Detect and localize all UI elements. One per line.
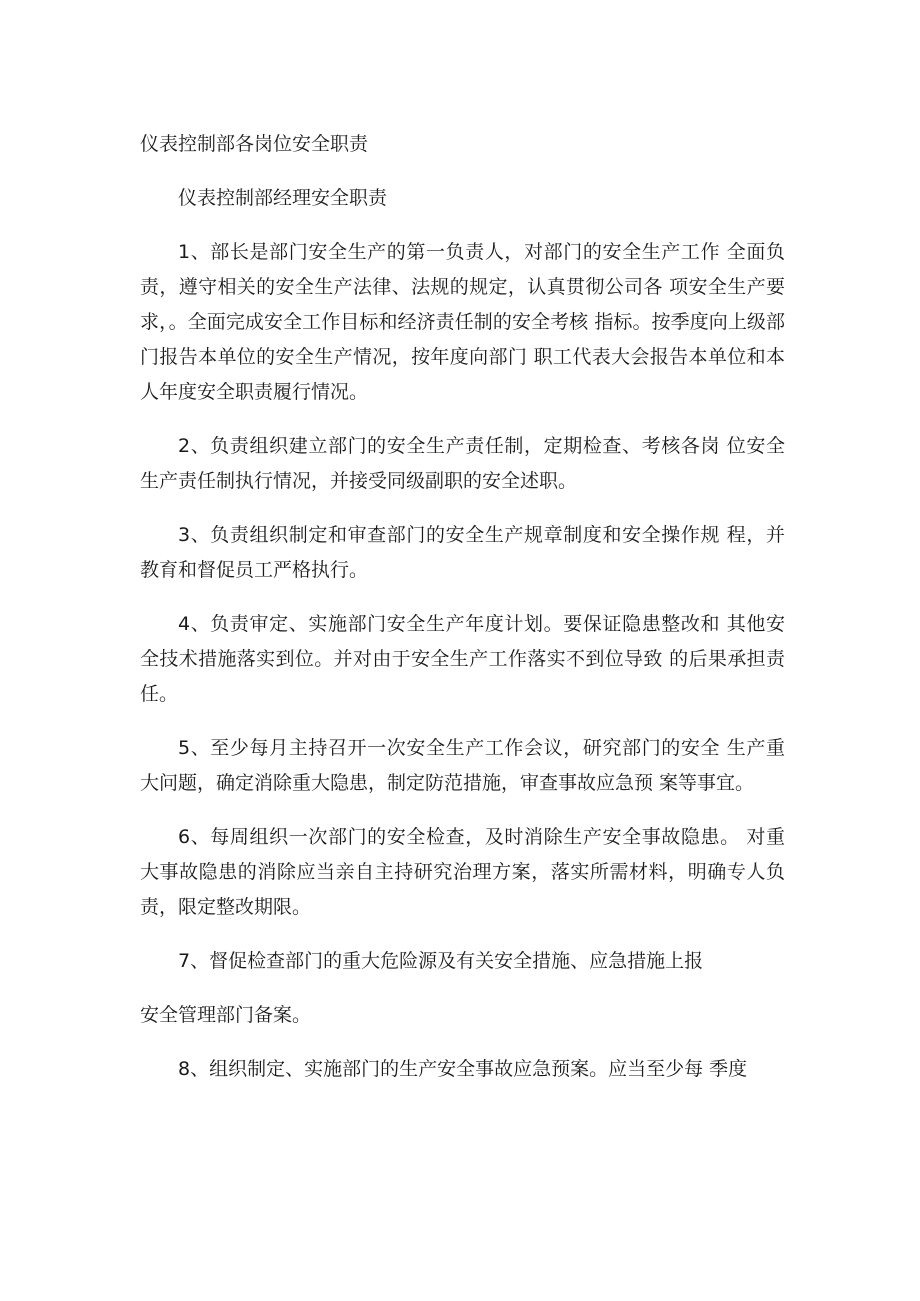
paragraph-1: 1、部长是部门安全生产的第一负责人，对部门的安全生产工作 全面负责，遵守相关的安全生产法律、法规的规定，认真贯彻公司各 项安全生产要求，。全面完成安全工作目标和经济责任制的安全考核 指标。按季度向上级部门报告本单位的安全生产情况，按年度向部门 职工代表大会报告本单位和本人年度安全职责履行情况。 bbox=[140, 241, 785, 403]
paragraph-3: 3、负责组织制定和审查部门的安全生产规章制度和安全操作规 程，并教育和督促员工严格执行。 bbox=[140, 524, 785, 581]
section-title: 仪表控制部经理安全职责 bbox=[178, 187, 388, 209]
paragraph-5: 5、至少每月主持召开一次安全生产工作会议，研究部门的安全 生产重大问题，确定消除重大隐患，制定防范措施，审查事故应急预 案等事宜。 bbox=[140, 737, 785, 794]
paragraph-7-continuation: 安全管理部门备案。 bbox=[140, 1004, 312, 1026]
paragraph-7: 7、督促检查部门的重大危险源及有关安全措施、应急措施上报 bbox=[178, 950, 704, 972]
document-page bbox=[140, 127, 785, 1106]
document-title: 仪表控制部各岗位安全职责 bbox=[140, 133, 369, 155]
paragraph-4: 4、负责审定、实施部门安全生产年度计划。要保证隐患整改和 其他安全技术措施落实到位。并对由于安全生产工作落实不到位导致 的后果承担责任。 bbox=[140, 613, 785, 705]
paragraph-2: 2、负责组织建立部门的安全生产责任制，定期检查、考核各岗 位安全生产责任制执行情况，并接受同级副职的安全述职。 bbox=[140, 435, 785, 492]
paragraph-8: 8、组织制定、实施部门的生产安全事故应急预案。应当至少每 季度 bbox=[178, 1058, 748, 1080]
paragraph-6: 6、每周组织一次部门的安全检查，及时消除生产安全事故隐患。 对重大事故隐患的消除应当亲自主持研究治理方案，落实所需材料，明确专人负责，限定整改期限。 bbox=[140, 826, 785, 918]
